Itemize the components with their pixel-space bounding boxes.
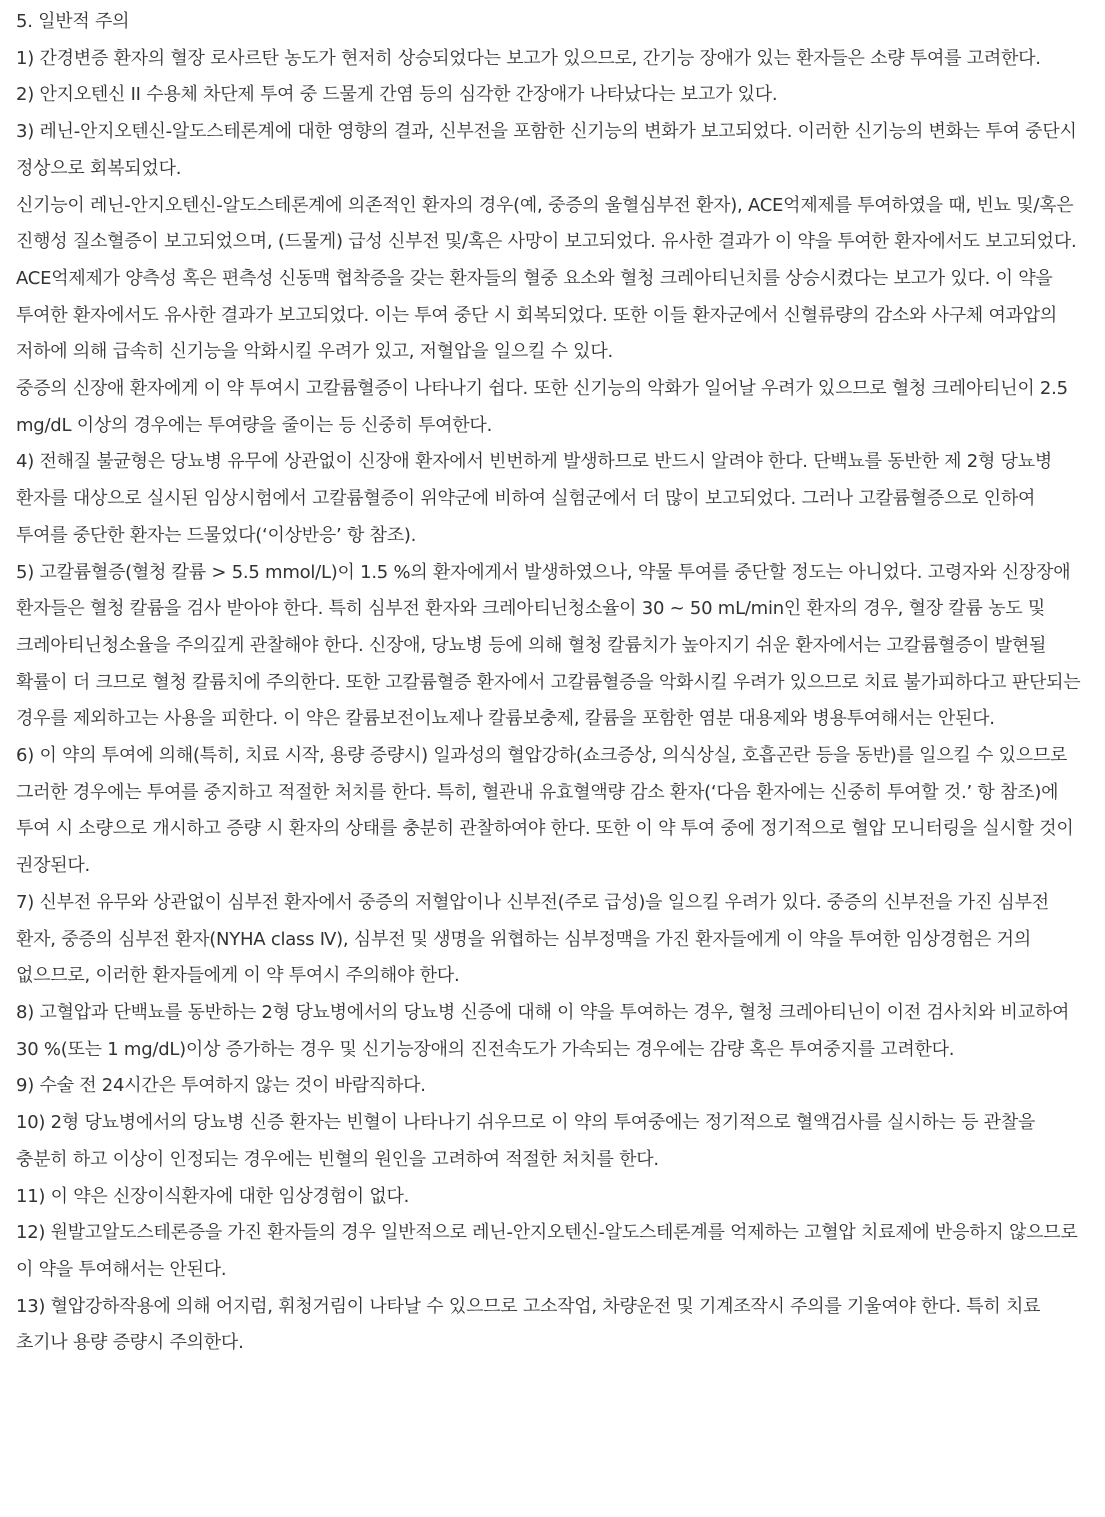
paragraph-item-5: 5) 고칼륨혈증(혈청 칼륨 > 5.5 mmol/L)이 1.5 %의 환자에게서 발생하였으나, 약물 투여를 중단할 정도는 아니었다. 고령자와 신장장애 환자들은 혈청 칼륨을 검사 받아야 한다. 특히 심부전 환자와 크레아티닌청소율이 30 ~ 50 mL/min인 환자의 경우, 혈장 칼륨 농도 및 크레아티닌청소율을 주의깊게 관찰해야 한다. 신장애, 당뇨병 등에 의해 혈청 칼륨치가 높아지기 쉬운 환자에서는 고칼륨혈증이 발현될 확률이 더 크므로 혈청 칼륨치에 주의한다. 또한 고칼륨혈증 환자에서 고칼륨혈증을 악화시킬 우려가 있으므로 치료 불가피하다고 판단되는 경우를 제외하고는 사용을 피한다. 이 약은 칼륨보전이뇨제나 칼륨보충제, 칼륨을 포함한 염분 대용제와 병용투여해서는 안된다. [16, 561, 1081, 730]
paragraph-item-3-renal-dependent: 신기능이 레닌-안지오텐신-알도스테론계에 의존적인 환자의 경우(예, 중증의 울혈심부전 환자), ACE억제제를 투여하였을 때, 빈뇨 및/혹은 진행성 질소혈증이 보고되었으며, (드물게) 급성 신부전 및/혹은 사망이 보고되었다. 유사한 결과가 이 약을 투여한 환자에서도 보고되었다. [16, 194, 1077, 253]
paragraph-item-1: 1) 간경변증 환자의 혈장 로사르탄 농도가 현저히 상승되었다는 보고가 있으므로, 간기능 장애가 있는 환자들은 소량 투여를 고려한다. [16, 47, 1041, 69]
paragraph-item-9: 9) 수술 전 24시간은 투여하지 않는 것이 바람직하다. [16, 1075, 426, 1097]
paragraph-item-11: 11) 이 약은 신장이식환자에 대한 임상경험이 없다. [16, 1185, 410, 1207]
paragraph-item-3-renal-artery: ACE억제제가 양측성 혹은 편측성 신동맥 협착증을 갖는 환자들의 혈중 요소와 혈청 크레아티닌치를 상승시켰다는 보고가 있다. 이 약을 투여한 환자에서도 유사한 결과가 보고되었다. 이는 투여 중단 시 회복되었다. 또한 이들 환자군에서 신혈류량의 감소와 사구체 여과압의 저하에 의해 급속히 신기능을 악화시킬 우려가 있고, 저혈압을 일으킬 수 있다. [16, 267, 1058, 363]
paragraph-item-12: 12) 원발고알도스테론증을 가진 환자들의 경우 일반적으로 레닌-안지오텐신-알도스테론계를 억제하는 고혈압 치료제에 반응하지 않으므로 이 약을 투여해서는 안된다. [16, 1222, 1078, 1280]
section-title: 5. 일반적 주의 [16, 11, 130, 32]
paragraph-item-10: 10) 2형 당뇨병에서의 당뇨병 신증 환자는 빈혈이 나타나기 쉬우므로 이 약의 투여중에는 정기적으로 혈액검사를 실시하는 등 관찰을 충분히 하고 이상이 인정되는 경우에는 빈혈의 원인을 고려하여 적절한 처치를 한다. [16, 1112, 1036, 1170]
paragraph-item-6: 6) 이 약의 투여에 의해(특히, 치료 시작, 용량 증량시) 일과성의 혈압강하(쇼크증상, 의식상실, 호흡곤란 등을 동반)를 일으킬 수 있으므로 그러한 경우에는 투여를 중지하고 적절한 처치를 한다. 특히, 혈관내 유효혈액량 감소 환자(‘다음 환자에는 신중히 투여할 것.’ 항 참조)에 투여 시 소량으로 개시하고 증량 시 환자의 상태를 충분히 관찰하여야 한다. 또한 이 약 투여 중에 정기적으로 혈압 모니터링을 실시할 것이 권장된다. [16, 745, 1074, 877]
paragraph-item-7: 7) 신부전 유무와 상관없이 심부전 환자에서 중증의 저혈압이나 신부전(주로 급성)을 일으킬 우려가 있다. 중증의 신부전을 가진 심부전 환자, 중증의 심부전 환자(NYHA class Ⅳ), 심부전 및 생명을 위협하는 심부정맥을 가진 환자들에게 이 약을 투여한 임상경험은 거의 없으므로, 이러한 환자들에게 이 약 투여시 주의해야 한다. [16, 891, 1049, 987]
paragraph-item-3: 3) 레닌-안지오텐신-알도스테론계에 대한 영향의 결과, 신부전을 포함한 신기능의 변화가 보고되었다. 이러한 신기능의 변화는 투여 중단시 정상으로 회복되었다. [16, 121, 1077, 179]
paragraph-item-13: 13) 혈압강하작용에 의해 어지럼, 휘청거림이 나타날 수 있으므로 고소작업, 차량운전 및 기계조작시 주의를 기울여야 한다. 특히 치료 초기나 용량 증량시 주의한다. [16, 1295, 1041, 1354]
paragraph-item-4: 4) 전해질 불균형은 당뇨병 유무에 상관없이 신장애 환자에서 빈번하게 발생하므로 반드시 알려야 한다. 단백뇨를 동반한 제 2형 당뇨병 환자를 대상으로 실시된 임상시험에서 고칼륨혈증이 위약군에 비하여 실험군에서 더 많이 보고되었다. 그러나 고칼륨혈증으로 인하여 투여를 중단한 환자는 드물었다(‘이상반응’ 항 참조). [16, 451, 1052, 546]
paragraph-item-2: 2) 안지오텐신 II 수용체 차단제 투여 중 드물게 간염 등의 심각한 간장애가 나타났다는 보고가 있다. [16, 84, 778, 106]
paragraph-item-8: 8) 고혈압과 단백뇨를 동반하는 2형 당뇨병에서의 당뇨병 신증에 대해 이 약을 투여하는 경우, 혈청 크레아티닌이 이전 검사치와 비교하여 30 %(또는 1 mg/dL)이상 증가하는 경우 및 신기능장애의 진전속도가 가속되는 경우에는 감량 혹은 투여중지를 고려한다. [16, 1001, 1070, 1060]
paragraph-item-3-severe-renal: 중증의 신장애 환자에게 이 약 투여시 고칼륨혈증이 나타나기 쉽다. 또한 신기능의 악화가 일어날 우려가 있으므로 혈청 크레아티닌이 2.5 mg/dL 이상의 경우에는 투여량을 줄이는 등 신중히 투여한다. [16, 378, 1068, 436]
